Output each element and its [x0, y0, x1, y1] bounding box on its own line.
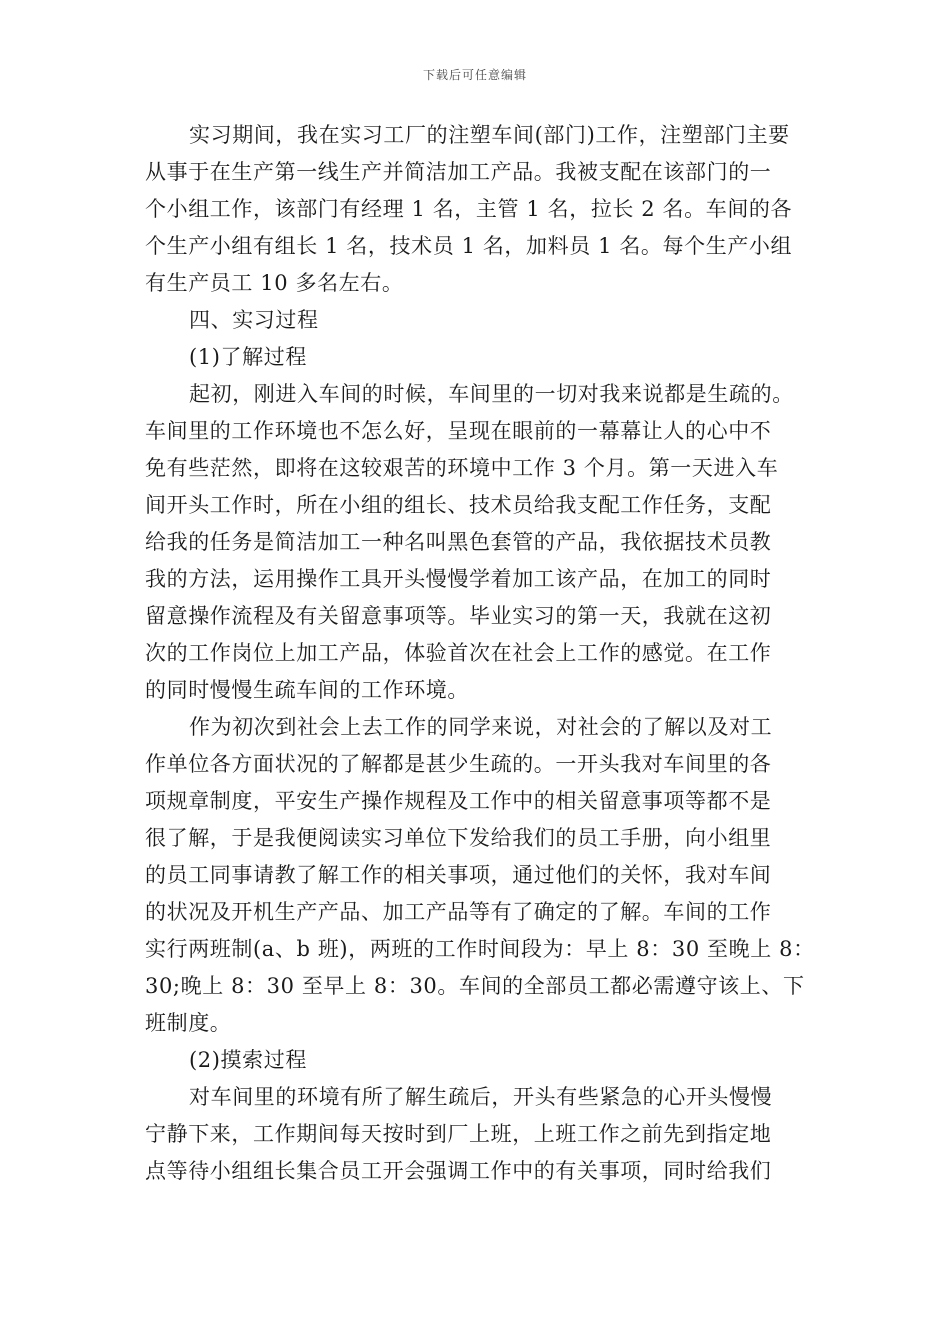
text-line: 有生产员工 10 多名左右。	[145, 271, 404, 295]
text-line: 四、实习过程	[189, 308, 319, 332]
text-line: 起初，刚进入车间的时候，车间里的一切对我来说都是生疏的。	[189, 382, 794, 406]
text-line: 作为初次到社会上去工作的同学来说，对社会的了解以及对工	[189, 715, 773, 739]
document-body	[145, 117, 815, 1190]
text-line: 的状况及开机生产产品、加工产品等有了确定的了解。车间的工作	[145, 900, 772, 924]
text-line: 免有些茫然，即将在这较艰苦的环境中工作 3 个月。第一天进入车	[145, 456, 779, 480]
text-line: 从事于在生产第一线生产并简洁加工产品。我被支配在该部门的一	[145, 160, 772, 184]
text-line: 实习期间，我在实习工厂的注塑车间(部门)工作，注塑部门主要	[189, 123, 790, 147]
text-line: 个生产小组有组长 1 名，技术员 1 名，加料员 1 名。每个生产小组	[145, 234, 793, 258]
text-line: 我的方法，运用操作工具开头慢慢学着加工该产品，在加工的同时	[145, 567, 772, 591]
text-line: 车间里的工作环境也不怎么好，呈现在眼前的一幕幕让人的心中不	[145, 419, 772, 443]
text-line: 很了解，于是我便阅读实习单位下发给我们的员工手册，向小组里	[145, 826, 772, 850]
text-line: 班制度。	[145, 1011, 232, 1035]
text-line: 留意操作流程及有关留意事项等。毕业实习的第一天，我就在这初	[145, 604, 772, 628]
text-line: 宁静下来，工作期间每天按时到厂上班，上班工作之前先到指定地	[145, 1122, 772, 1146]
page-header-note: 下载后可任意编辑	[422, 68, 527, 82]
text-line: 点等待小组组长集合员工开会强调工作中的有关事项，同时给我们	[145, 1159, 772, 1183]
text-line: 个小组工作，该部门有经理 1 名，主管 1 名，拉长 2 名。车间的各	[145, 197, 793, 221]
text-line: (1)了解过程	[189, 345, 307, 369]
text-line: 间开头工作时，所在小组的组长、技术员给我支配工作任务，支配	[145, 493, 772, 517]
text-line: 实行两班制(a、b 班)，两班的工作时间段为：早上 8：30 至晚上 8：	[145, 937, 815, 961]
text-line: 的同时慢慢生疏车间的工作环境。	[145, 678, 469, 702]
text-line: (2)摸索过程	[189, 1048, 307, 1072]
text-line: 项规章制度，平安生产操作规程及工作中的相关留意事项等都不是	[145, 789, 772, 813]
text-line: 的员工同事请教了解工作的相关事项，通过他们的关怀，我对车间	[145, 863, 772, 887]
text-line: 对车间里的环境有所了解生疏后，开头有些紧急的心开头慢慢	[189, 1085, 773, 1109]
text-line: 30;晚上 8：30 至早上 8：30。车间的全部员工都必需遵守该上、下	[145, 974, 805, 998]
text-line: 给我的任务是简洁加工一种名叫黑色套管的产品，我依据技术员教	[145, 530, 772, 554]
text-line: 次的工作岗位上加工产品，体验首次在社会上工作的感觉。在工作	[145, 641, 772, 665]
text-line: 作单位各方面状况的了解都是甚少生疏的。一开头我对车间里的各	[145, 752, 772, 776]
